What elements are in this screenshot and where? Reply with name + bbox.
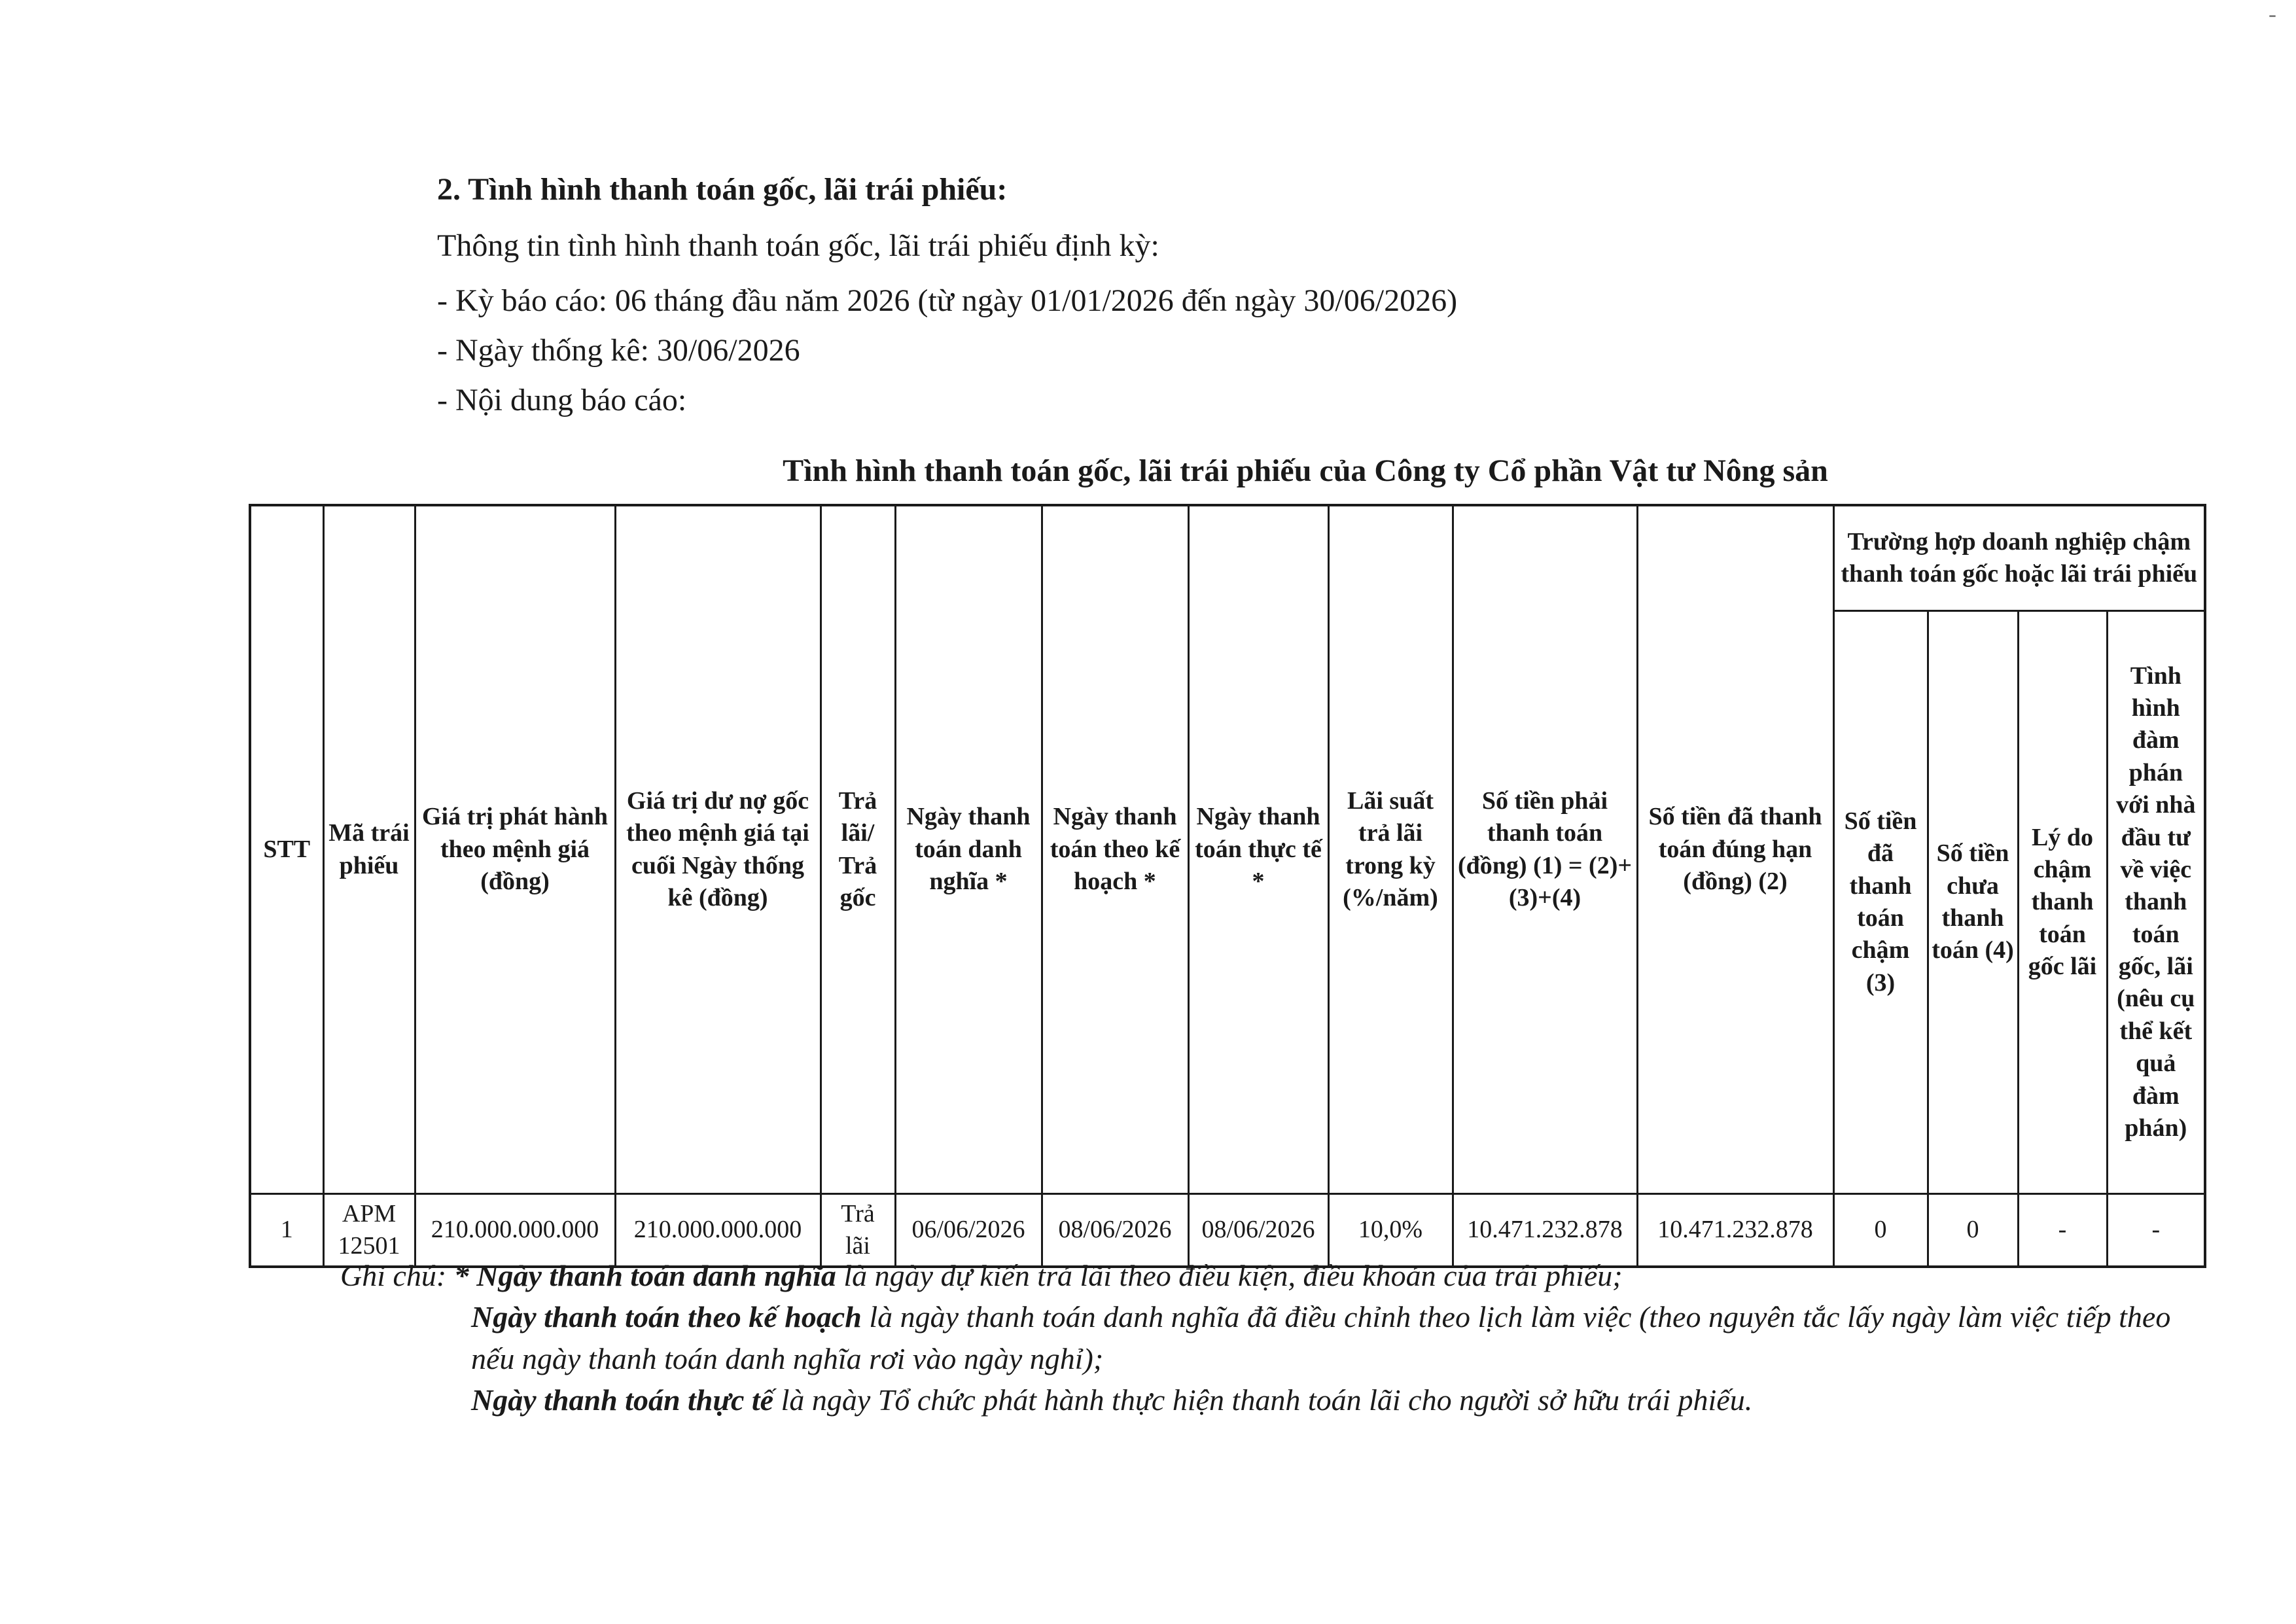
cell-outstanding-principal: 210.000.000.000: [615, 1194, 821, 1267]
footnote-3-term: Ngày thanh toán thực tế: [471, 1383, 774, 1417]
report-content-label: - Nội dung báo cáo:: [437, 383, 687, 417]
cell-planned-payment-date: 08/06/2026: [1042, 1194, 1188, 1267]
header-stt: STT: [250, 505, 323, 1194]
footnote-2: [340, 1296, 2212, 1379]
header-negotiation-status: Tình hình đàm phán với nhà đầu tư về việc thanh toán gốc, lãi (nêu cụ thể kết quả đàm phán): [2107, 611, 2205, 1194]
header-actual-payment-date: Ngày thanh toán thực tế *: [1188, 505, 1328, 1194]
payment-type-line-2: lãi: [845, 1232, 870, 1260]
payment-type-line-1: Trả: [841, 1199, 875, 1227]
cell-negotiation-status: -: [2107, 1194, 2205, 1267]
report-period: - Kỳ báo cáo: 06 tháng đầu năm 2026 (từ ngày 01/01/2026 đến ngày 30/06/2026): [437, 283, 1458, 318]
header-payment-type: Trả lãi/ Trả gốc: [821, 505, 895, 1194]
cell-late-paid-amount: 0: [1833, 1194, 1928, 1267]
footnote-2-text: là ngày thanh toán danh nghĩa đã điều chỉnh theo lịch làm việc (theo nguyên tắc lấy ngày làm việc tiếp theo nếu ngày thanh toán danh nghĩa rơi vào ngày nghỉ);: [471, 1300, 2171, 1375]
footnote-1-text: là ngày dự kiến trả lãi theo điều kiện, điều khoản của trái phiếu;: [836, 1259, 1623, 1292]
cell-amount-paid-on-time: 10.471.232.878: [1637, 1194, 1833, 1267]
footnote-1: [340, 1255, 2212, 1296]
cell-actual-payment-date: 08/06/2026: [1188, 1194, 1328, 1267]
footnote-3: [340, 1379, 2212, 1421]
header-late-reason: Lý do chậm thanh toán gốc lãi: [2018, 611, 2107, 1194]
cell-amount-due: 10.471.232.878: [1453, 1194, 1637, 1267]
cell-unpaid-amount: 0: [1928, 1194, 2018, 1267]
footnotes: [340, 1255, 2212, 1421]
section-intro: Thông tin tình hình thanh toán gốc, lãi trái phiếu định kỳ:: [437, 228, 1159, 263]
header-late-payment-group: Trường hợp doanh nghiệp chậm thanh toán gốc hoặc lãi trái phiếu: [1833, 505, 2205, 611]
footnote-3-text: là ngày Tổ chức phát hành thực hiện thanh toán lãi cho người sở hữu trái phiếu.: [773, 1383, 1753, 1417]
cell-issue-value: 210.000.000.000: [415, 1194, 615, 1267]
table-header-row: [250, 505, 2205, 611]
cell-stt: 1: [250, 1194, 323, 1267]
cell-interest-rate: 10,0%: [1328, 1194, 1453, 1267]
header-issue-value: Giá trị phát hành theo mệnh giá (đồng): [415, 505, 615, 1194]
statistics-date: - Ngày thống kê: 30/06/2026: [437, 333, 800, 368]
header-unpaid-amount: Số tiền chưa thanh toán (4): [1928, 611, 2018, 1194]
bond-code-line-2: 12501: [338, 1232, 400, 1260]
section-title: 2. Tình hình thanh toán gốc, lãi trái phiếu:: [437, 172, 1008, 207]
page-corner-mark: -: [2269, 1, 2276, 27]
header-outstanding-principal: Giá trị dư nợ gốc theo mệnh giá tại cuối Ngày thống kê (đồng): [615, 505, 821, 1194]
table-title: Tình hình thanh toán gốc, lãi trái phiếu của Công ty Cổ phần Vật tư Nông sản: [783, 453, 1828, 488]
footnote-1-term: * Ngày thanh toán danh nghĩa: [453, 1259, 836, 1292]
header-planned-payment-date: Ngày thanh toán theo kế hoạch *: [1042, 505, 1188, 1194]
bond-payment-table: [249, 504, 2206, 1268]
footnote-label: Ghi chú:: [340, 1259, 447, 1292]
header-interest-rate: Lãi suất trả lãi trong kỳ (%/năm): [1328, 505, 1453, 1194]
cell-late-reason: -: [2018, 1194, 2107, 1267]
cell-nominal-payment-date: 06/06/2026: [895, 1194, 1042, 1267]
bond-code-line-1: APM: [342, 1199, 397, 1227]
header-amount-paid-on-time: Số tiền đã thanh toán đúng hạn (đồng) (2): [1637, 505, 1833, 1194]
header-nominal-payment-date: Ngày thanh toán danh nghĩa *: [895, 505, 1042, 1194]
header-amount-due: Số tiền phải thanh toán (đồng) (1) = (2)+(3)+(4): [1453, 505, 1637, 1194]
header-bond-code: Mã trái phiếu: [323, 505, 415, 1194]
header-late-paid-amount: Số tiền đã thanh toán chậm (3): [1833, 611, 1928, 1194]
footnote-2-term: Ngày thanh toán theo kế hoạch: [471, 1300, 862, 1334]
